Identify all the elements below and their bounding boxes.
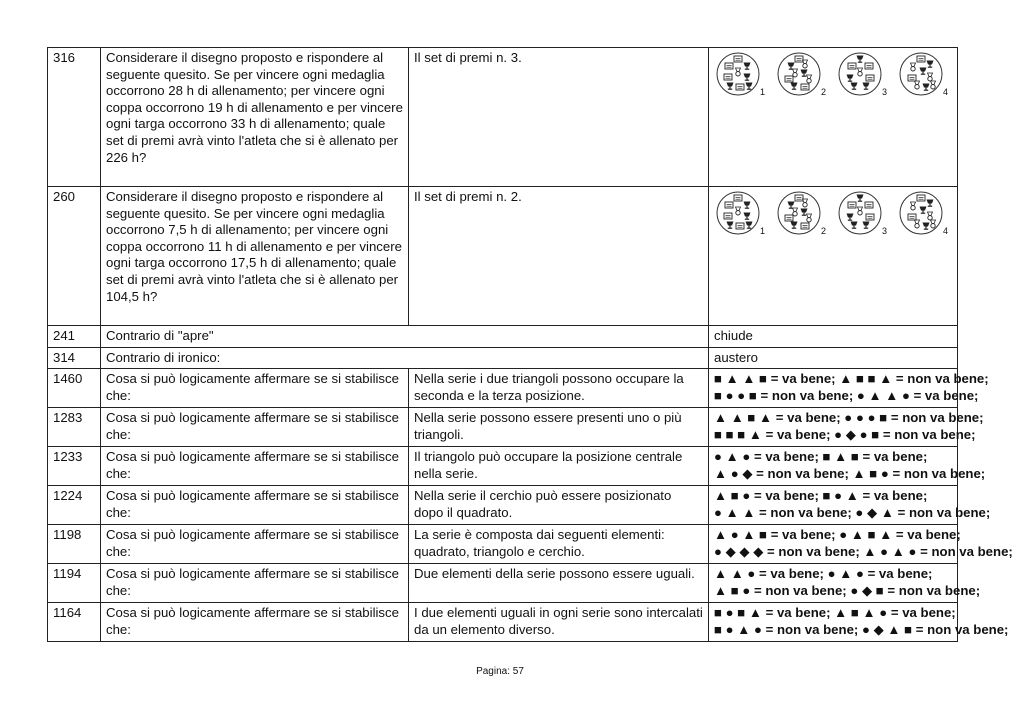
question-id: 1198 [48,525,101,564]
answer-text: Il set di premi n. 3. [409,48,709,187]
cup-icon [923,84,930,91]
cup-icon [791,83,798,90]
prize-sets [714,189,952,237]
question-text: Considerare il disegno proposto e rispondere al seguente quesito. Se per vincere ogni medaglia occorrono 28 h di allenamento; per vincere ogni coppa occorrono 19 h di allenamento e per vincere ogni targa occorrono 33 h di allenamento; quale set di premi avrà vinto l'atleta che si è allenato per 226 h? [101,48,409,187]
cup-icon [744,74,751,81]
prize-set-2 [777,189,825,237]
cup-icon [920,207,927,214]
symbol-examples [709,603,1009,642]
medal-icon [807,75,812,83]
prize-set-3 [838,50,886,98]
question-text: Contrario di ironico: [101,347,709,369]
question-id: 260 [48,187,101,326]
prize-set-label: 2 [821,226,827,236]
cup-icon [847,75,854,82]
cup-icon [863,222,870,229]
table-row [48,187,958,326]
plaque-icon [734,195,742,201]
answer-text: Il set di premi n. 2. [409,187,709,326]
questions-table [47,47,1013,642]
cup-icon [744,63,751,70]
symbol-line: ▲ ▲ ■ ▲ = va bene; ● ● ● ■ = non va bene; [714,410,984,426]
question-id: 1283 [48,408,101,447]
symbol-line: ● ◆ ◆ ◆ = non va bene; ▲ ● ▲ ● = non va bene; [714,543,1013,559]
table-row [48,447,958,486]
table-row [48,347,958,369]
table-row [48,603,958,642]
prize-set-3 [838,189,886,237]
table-row [48,486,958,525]
medal-icon [736,68,741,76]
cup-icon [746,222,753,229]
symbol-line: ▲ ■ ● = non va bene; ● ◆ ■ = non va bene; [714,582,981,598]
plaque-icon [865,202,873,208]
medal-icon [803,60,808,68]
prize-set-label: 3 [882,226,888,236]
question-text: Cosa si può logicamente affermare se si stabilisce che: [101,486,409,525]
question-id: 1164 [48,603,101,642]
question-id: 1233 [48,447,101,486]
question-text: Cosa si può logicamente affermare se si stabilisce che: [101,564,409,603]
plaque-icon [736,84,744,90]
plaque-icon [724,213,732,219]
symbol-line: ■ ▲ ▲ ■ = va bene; ▲ ■ ■ ▲ = non va bene; [714,371,989,387]
question-text: Considerare il disegno proposto e rispondere al seguente quesito. Se per vincere ogni medaglia occorrono 7,5 h di allenamento; per vincere ogni coppa occorrono 11 h di allenamento e per vincere ogni targa occorrono 17,5 h di allenamento; quale set di premi avrà vinto l'atleta che si è allenato per 104,5 h? [101,187,409,326]
symbol-line: ● ▲ ● = va bene; ■ ▲ ■ = va bene; [714,449,928,465]
plaque-icon [848,202,856,208]
page-footer: Pagina: 57 [476,666,524,677]
plaque-icon [785,76,793,82]
medal-icon [915,220,920,228]
symbol-examples [709,486,991,525]
cup-icon [791,222,798,229]
prize-set-label: 1 [760,87,766,97]
plaque-icon [865,63,873,69]
medal-icon [803,199,808,207]
question-text: Cosa si può logicamente affermare se si stabilisce che: [101,369,409,408]
prize-set-2 [777,50,825,98]
plaque-icon [908,75,916,81]
prize-set-4 [899,189,947,237]
plaque-icon [725,63,733,69]
symbol-line: ▲ ● ◆ = non va bene; ▲ ■ ● = non va bene; [714,465,986,481]
table-row [48,326,958,348]
cup-icon [927,61,934,68]
question-text: Cosa si può logicamente affermare se si stabilisce che: [101,408,409,447]
symbol-examples [709,408,984,447]
plaque-icon [908,214,916,220]
plaque-icon [724,74,732,80]
question-id: 1460 [48,369,101,408]
symbol-line: ■ ● ▲ ● = non va bene; ● ◆ ▲ ■ = non va bene; [714,621,1009,637]
symbol-line: ▲ ■ ● = va bene; ■ ● ▲ = va bene; [714,488,928,504]
symbol-line: ■ ● ● ■ = non va bene; ● ▲ ▲ ● = va bene; [714,387,979,403]
answer-text: La serie è composta dai seguenti elementi: quadrato, triangolo e cerchio. [409,525,709,564]
answer-text: Nella serie possono essere presenti uno o più triangoli. [409,408,709,447]
medal-icon [736,207,741,215]
question-id: 241 [48,326,101,348]
cup-icon [923,223,930,230]
cup-icon [744,202,751,209]
medal-icon [911,63,916,71]
question-id: 314 [48,347,101,369]
medal-icon [807,214,812,222]
prize-sets-image [709,187,958,326]
table-row [48,564,958,603]
plaque-icon [734,56,742,62]
answer-text: Due elementi della serie possono essere uguali. [409,564,709,603]
prize-set-1 [716,50,764,98]
question-text: Cosa si può logicamente affermare se si stabilisce che: [101,603,409,642]
symbol-examples [709,564,981,603]
prize-set-label: 4 [943,87,949,97]
cup-icon [863,83,870,90]
cup-icon [727,83,734,90]
plaque-icon [917,195,925,201]
cup-icon [847,214,854,221]
answer-text: Nella serie il cerchio può essere posizionato dopo il quadrato. [409,486,709,525]
cup-icon [744,213,751,220]
symbol-line: ■ ● ■ ▲ = va bene; ▲ ■ ▲ ● = va bene; [714,605,956,621]
answer-text: Nella serie i due triangoli possono occupare la seconda e la terza posizione. [409,369,709,408]
table-row [48,525,958,564]
question-id: 1194 [48,564,101,603]
table-row [48,48,958,187]
prize-sets [714,50,952,98]
symbol-line: ● ▲ ▲ = non va bene; ● ◆ ▲ = non va bene; [714,504,991,520]
medal-icon [911,202,916,210]
cup-icon [920,68,927,75]
question-text: Cosa si può logicamente affermare se si stabilisce che: [101,447,409,486]
plaque-icon [801,84,809,90]
medal-icon [931,220,936,228]
medal-icon [928,73,933,81]
medal-icon [858,68,863,76]
table-row [48,369,958,408]
prize-sets-image [709,48,958,187]
question-id: 316 [48,48,101,187]
plaque-icon [848,63,856,69]
plaque-icon [917,56,925,62]
cup-icon [927,200,934,207]
plaque-icon [866,75,874,81]
prize-set-label: 1 [760,226,766,236]
answer-text: austero [709,347,958,369]
medal-icon [931,81,936,89]
symbol-line: ■ ■ ■ ▲ = va bene; ● ◆ ● ■ = non va bene; [714,426,976,442]
symbol-examples [709,525,1013,564]
plaque-icon [795,195,803,201]
plaque-icon [736,223,744,229]
plaque-icon [795,56,803,62]
cup-icon [857,195,864,202]
prize-set-label: 2 [821,87,827,97]
cup-icon [851,222,858,229]
prize-set-4 [899,50,947,98]
cup-icon [857,56,864,63]
medal-icon [928,212,933,220]
answer-text: chiude [709,326,958,348]
cup-icon [851,83,858,90]
question-id: 1224 [48,486,101,525]
answer-text: Il triangolo può occupare la posizione centrale nella serie. [409,447,709,486]
prize-set-1 [716,189,764,237]
plaque-icon [801,223,809,229]
medal-icon [858,207,863,215]
prize-set-label: 3 [882,87,888,97]
question-text: Cosa si può logicamente affermare se si stabilisce che: [101,525,409,564]
cup-icon [746,83,753,90]
symbol-line: ▲ ● ▲ ■ = va bene; ● ▲ ■ ▲ = va bene; [714,527,961,543]
answer-text: I due elementi uguali in ogni serie sono intercalati da un elemento diverso. [409,603,709,642]
symbol-examples [709,369,989,408]
plaque-icon [866,214,874,220]
symbol-examples [709,447,986,486]
cup-icon [727,222,734,229]
prize-set-label: 4 [943,226,949,236]
plaque-icon [725,202,733,208]
symbol-line: ▲ ▲ ● = va bene; ● ▲ ● = va bene; [714,566,933,582]
question-text: Contrario di "apre" [101,326,709,348]
table-row [48,408,958,447]
plaque-icon [785,215,793,221]
medal-icon [915,81,920,89]
